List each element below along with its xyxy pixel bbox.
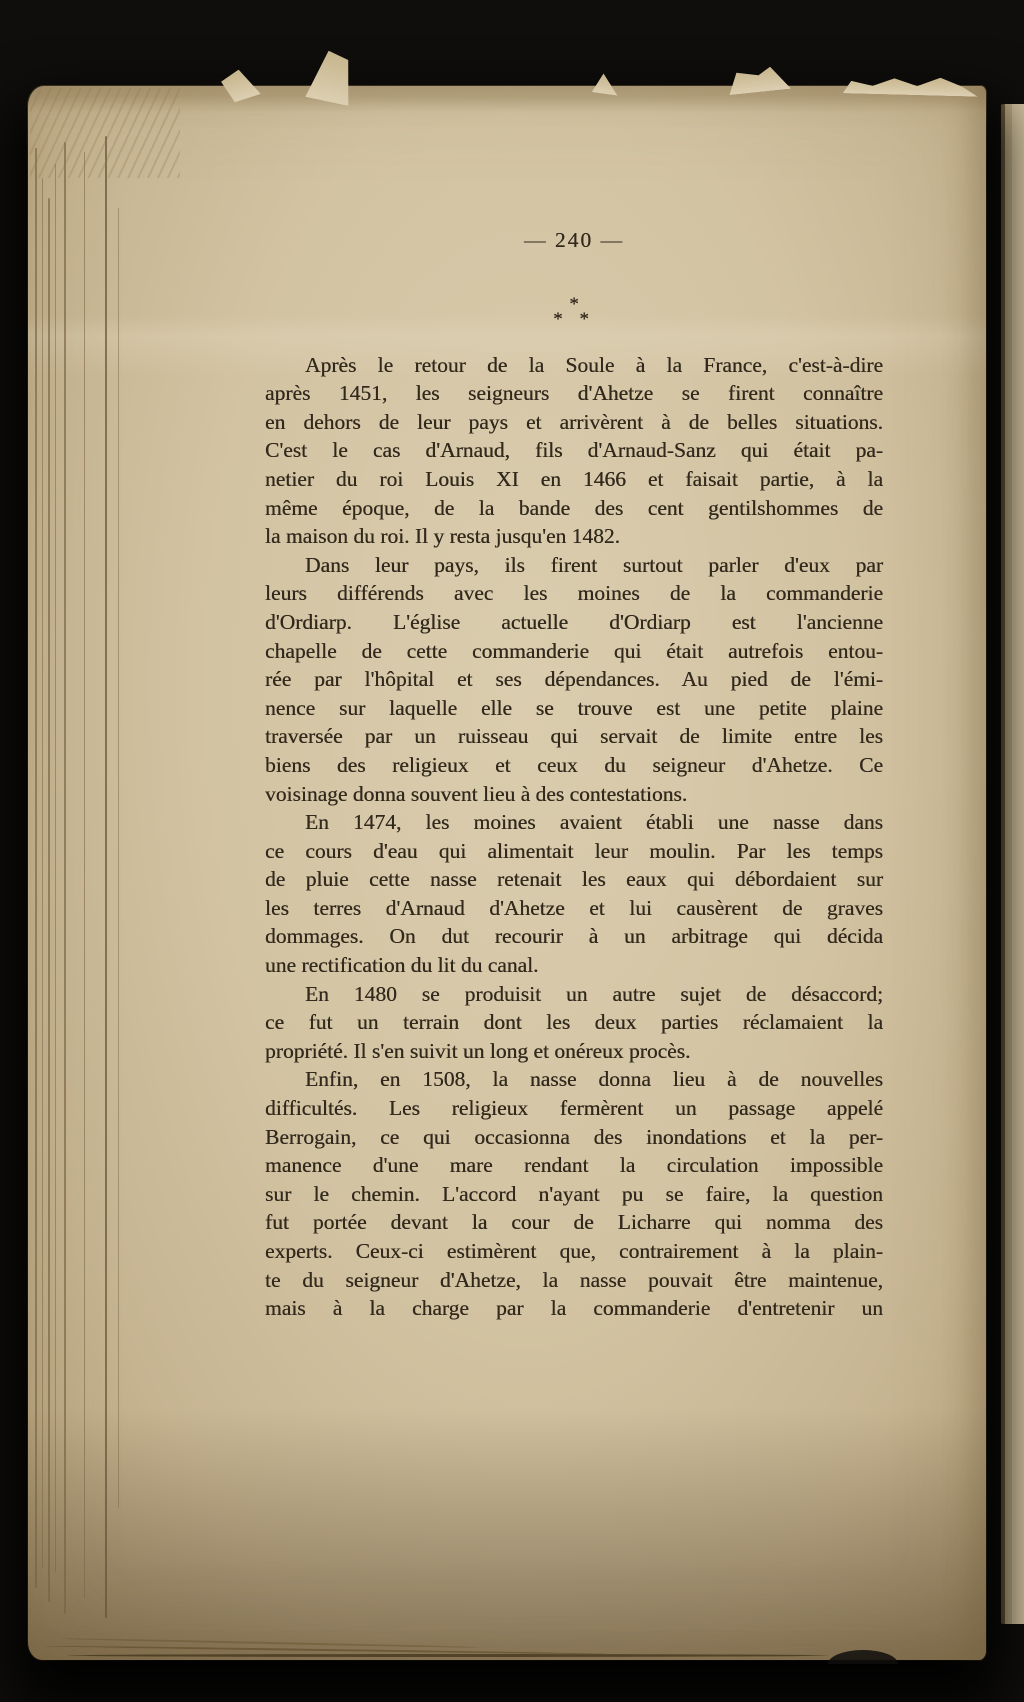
text-line: de pluie cette nasse retenait les eaux qui débordaient sur [265,867,883,892]
torn-paper-flap [843,75,978,97]
text-line: En 1480 se produisit un autre sujet de désaccord; [305,981,883,1006]
text-line: Berrogain, ce qui occasionna des inondations et la per- [265,1124,883,1149]
text-line: rée par l'hôpital et ses dépendances. Au pied de l'émi- [265,667,883,692]
paragraph [265,808,883,980]
text-line: Dans leur pays, ils firent surtout parler d'eux par [305,552,883,577]
text-line: sur le chemin. L'accord n'ayant pu se faire, la question [265,1181,883,1206]
paragraph [265,980,883,1066]
paragraph [265,551,883,808]
text-line: manence d'une mare rendant la circulation impossible [265,1153,883,1178]
text-line: voisinage donna souvent lieu à des contestations. [265,781,688,806]
page-edge-line [105,136,107,1618]
paragraph [265,1065,883,1322]
page-edge-line [48,198,50,1602]
text-line: difficultés. Les religieux fermèrent un passage appelé [265,1096,883,1121]
text-line: Après le retour de la Soule à la France, c'est-à-dire [305,352,883,377]
text-line: leurs différends avec les moines de la commanderie [265,581,883,606]
text-line: traversée par un ruisseau qui servait de limite entre les [265,724,883,749]
page-edge-line [35,148,37,1588]
page-edge-stack [28,86,138,1660]
page-edge-line [42,178,43,1568]
worn-corner [30,88,180,178]
torn-paper-flap [592,72,621,95]
text-line: En 1474, les moines avaient établi une nasse dans [305,810,883,835]
text-line: C'est le cas d'Arnaud, fils d'Arnaud-Sanz qui était pa- [265,438,883,463]
separator-star-top: * [569,293,579,315]
book-page [28,86,986,1660]
separator-star-bottom: * * [553,308,595,330]
text-line: fut portée devant la cour de Licharre qui nomma des [265,1210,883,1235]
paragraph [265,351,883,551]
text-line: en dehors de leur pays et arrivèrent à de belles situations. [265,409,883,434]
torn-paper-flap [219,65,261,104]
text-line: même époque, de la bande des cent gentilshommes de [265,495,883,520]
page-edge-line [55,164,56,1572]
text-line: experts. Ceux-ci estimèrent que, contrairement à la plain- [265,1239,883,1263]
text-line: netier du roi Louis XI en 1466 et faisait partie, à la [265,466,883,491]
torn-paper-flap [305,48,358,106]
text-line: chapelle de cette commanderie qui était autrefois entou- [265,638,883,663]
text-line: ce fut un terrain dont les deux parties réclamaient la [265,1010,883,1035]
text-line: mais à la charge par la commanderie d'entretenir un [265,1296,883,1321]
text-line: la maison du roi. Il y resta jusqu'en 1482. [265,524,620,549]
text-line: après 1451, les seigneurs d'Ahetze se firent connaître [265,381,883,406]
page-edge-line [118,208,119,1508]
text-line: dommages. On dut recourir à un arbitrage qui décida [265,924,883,949]
page-number: — 240 — [524,228,624,252]
text-line: biens des religieux et ceux du seigneur d'Ahetze. Ce [265,752,883,777]
torn-paper-flap [727,65,791,95]
page-edge-line [64,142,66,1614]
page-edge-line [84,152,85,1598]
text-line: nence sur laquelle elle se trouve est une petite plaine [265,695,883,720]
text-line: Enfin, en 1508, la nasse donna lieu à de nouvelles [305,1067,883,1092]
bottom-shadow-notch [828,1650,898,1664]
text-block [265,226,883,1323]
text-line: propriété. Il s'en suivit un long et onéreux procès. [265,1038,691,1063]
text-line: les terres d'Arnaud d'Ahetze et lui causèrent de graves [265,895,883,920]
text-line: d'Ordiarp. L'église actuelle d'Ordiarp est l'ancienne [265,609,883,634]
section-separator [265,293,883,330]
text-line: ce cours d'eau qui alimentait leur moulin. Par les temps [265,838,883,863]
next-page-fore-edge [998,104,1024,1624]
text-line: te du seigneur d'Ahetze, la nasse pouvait être maintenue, [265,1267,883,1292]
text-line: une rectification du lit du canal. [265,953,539,978]
bottom-page-edge-line [68,1654,828,1657]
paragraphs-container [265,351,883,1323]
